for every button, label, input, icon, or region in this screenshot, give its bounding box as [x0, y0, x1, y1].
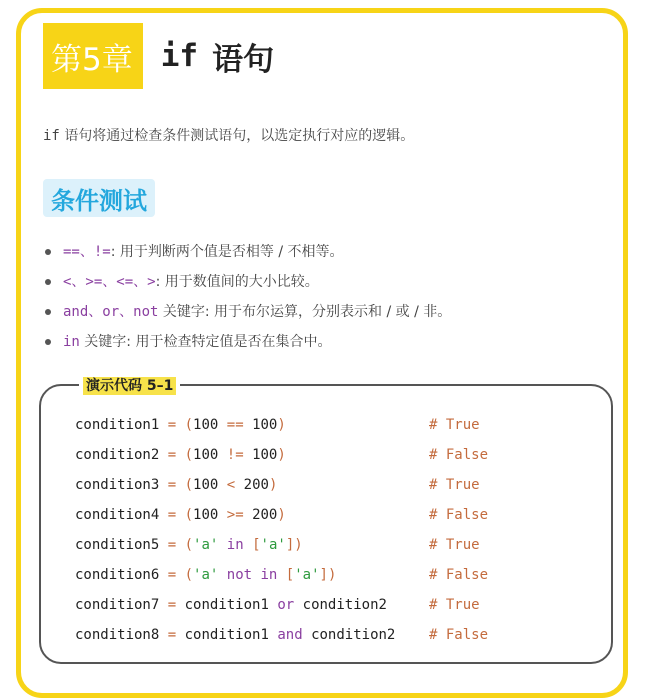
code-token-rp: ): [277, 507, 286, 523]
code-statement: [75, 410, 429, 440]
intro-paragraph: [43, 125, 414, 145]
code-space: [176, 567, 184, 583]
code-token-eq: =: [167, 567, 177, 583]
code-token-op: in: [226, 537, 244, 553]
code-token-op: or: [277, 597, 295, 613]
bullet-text: 关键字: 用于检查特定值是否在集合中。: [79, 334, 332, 350]
demo-code-label-text: 演示代码 5–1: [83, 377, 176, 395]
code-token-lp: (: [184, 567, 194, 583]
code-token-lp: (: [184, 507, 194, 523]
code-space: [303, 627, 311, 643]
code-token-a: condition1: [184, 627, 269, 643]
bullet-text: : 用于判断两个值是否相等 / 不相等。: [110, 244, 344, 260]
code-token-a: 100: [193, 417, 219, 433]
code-token-b: condition2: [302, 597, 387, 613]
code-space: [159, 447, 167, 463]
code-token-rp: ): [277, 447, 286, 463]
code-space: [294, 597, 302, 613]
code-token-rp: ): [294, 537, 303, 553]
code-token-a: 100: [193, 447, 219, 463]
code-space: [159, 627, 167, 643]
code-token-b: condition2: [311, 627, 396, 643]
code-space: [218, 477, 226, 493]
code-token-eq: =: [167, 447, 177, 463]
code-statement: [75, 500, 429, 530]
code-space: [244, 447, 252, 463]
code-space: [176, 417, 184, 433]
code-comment: # False: [429, 567, 489, 583]
demo-code-label: [79, 375, 180, 395]
code-token-op: !=: [226, 447, 244, 463]
code-comment: # True: [429, 537, 480, 553]
code-line: [75, 440, 488, 470]
code-token-a: 100: [193, 507, 219, 523]
code-comment: # True: [429, 477, 480, 493]
code-token-rp: ): [277, 417, 286, 433]
code-token-lp: (: [184, 447, 194, 463]
code-space: [176, 447, 184, 463]
code-statement: [75, 590, 429, 620]
code-token-eq: =: [167, 597, 177, 613]
code-line: [75, 500, 488, 530]
bullet-dot: [45, 339, 51, 345]
code-token-a: 100: [193, 477, 219, 493]
code-space: [176, 477, 184, 493]
code-token-b: 200: [252, 507, 278, 523]
code-statement: [75, 620, 429, 650]
bullet-list: [43, 237, 451, 357]
code-line: [75, 410, 488, 440]
code-token-var: condition7: [75, 597, 160, 613]
code-token-eq: =: [167, 417, 177, 433]
code-space: [176, 597, 184, 613]
code-token-op: ==: [226, 417, 244, 433]
bullet-item: [43, 327, 451, 357]
code-token-lp: (: [184, 537, 194, 553]
code-space: [244, 507, 252, 523]
code-space: [218, 537, 226, 553]
code-statement: [75, 560, 429, 590]
code-token-op: <: [226, 477, 236, 493]
bullet-code: ==、!=: [63, 244, 111, 260]
code-token-a: condition1: [184, 597, 269, 613]
code-token-var: condition6: [75, 567, 160, 583]
code-statement: [75, 440, 429, 470]
code-token-var: condition2: [75, 447, 160, 463]
bullet-code: in: [63, 334, 80, 350]
code-token-rp: ): [327, 567, 337, 583]
code-line: [75, 560, 488, 590]
code-space: [218, 567, 226, 583]
code-space: [277, 567, 285, 583]
code-line: [75, 620, 488, 650]
section-heading: 条件测试: [43, 179, 155, 217]
code-token-var: condition5: [75, 537, 160, 553]
code-comment: # False: [429, 507, 489, 523]
code-statement: [75, 470, 429, 500]
code-token-var: condition8: [75, 627, 160, 643]
code-comment: # True: [429, 417, 480, 433]
code-space: [218, 417, 226, 433]
code-token-eq: =: [167, 507, 177, 523]
code-line: [75, 590, 488, 620]
intro-keyword: if: [43, 128, 60, 144]
code-token-eq: =: [167, 477, 177, 493]
code-comment: # False: [429, 447, 489, 463]
bullet-code: and、or、not: [63, 304, 159, 320]
code-space: [176, 627, 184, 643]
bullet-item: [43, 297, 451, 327]
code-token-lp: (: [184, 477, 194, 493]
code-token-b: ['a']: [252, 537, 295, 553]
code-lines: [75, 410, 488, 650]
code-token-var: condition3: [75, 477, 160, 493]
bullet-dot: [45, 279, 51, 285]
code-token-var: condition4: [75, 507, 160, 523]
code-token-b: 200: [243, 477, 269, 493]
code-space: [159, 417, 167, 433]
chapter-badge: 第5章: [43, 23, 143, 89]
bullet-text: : 用于数值间的大小比较。: [155, 274, 319, 290]
code-token-eq: =: [167, 627, 177, 643]
code-token-op: >=: [226, 507, 244, 523]
code-token-eq: =: [167, 537, 177, 553]
code-space: [244, 537, 252, 553]
code-space: [218, 447, 226, 463]
code-line: [75, 470, 488, 500]
chapter-header: [43, 21, 274, 91]
code-token-lp: (: [184, 417, 194, 433]
code-token-a: 'a': [193, 537, 219, 553]
code-statement: [75, 530, 429, 560]
code-space: [159, 537, 167, 553]
bullet-text: 关键字: 用于布尔运算，分别表示和 / 或 / 非。: [158, 304, 452, 320]
chapter-card: [16, 8, 628, 698]
code-space: [159, 567, 167, 583]
code-comment: # False: [429, 627, 489, 643]
bullet-dot: [45, 249, 51, 255]
code-token-op: not in: [226, 567, 278, 583]
demo-code-box: [39, 378, 613, 664]
code-token-var: condition1: [75, 417, 160, 433]
code-token-op: and: [277, 627, 303, 643]
bullet-dot: [45, 309, 51, 315]
chapter-title-text: 语句: [212, 41, 275, 78]
code-token-b: 100: [252, 417, 278, 433]
code-space: [218, 507, 226, 523]
code-token-b: 100: [252, 447, 278, 463]
intro-text: 语句将通过检查条件测试语句，以选定执行对应的逻辑。: [64, 128, 415, 144]
code-line: [75, 530, 488, 560]
code-space: [159, 507, 167, 523]
chapter-title: [161, 34, 274, 79]
code-space: [176, 537, 184, 553]
code-token-a: 'a': [193, 567, 219, 583]
chapter-title-keyword: if: [160, 38, 199, 74]
bullet-code: <、>=、<=、>: [63, 274, 156, 290]
bullet-item: [43, 237, 451, 267]
code-token-rp: ): [268, 477, 278, 493]
code-space: [235, 477, 243, 493]
code-space: [159, 477, 167, 493]
code-token-b: ['a']: [285, 567, 328, 583]
bullet-item: [43, 267, 451, 297]
code-space: [244, 417, 252, 433]
code-space: [159, 597, 167, 613]
code-comment: # True: [429, 597, 480, 613]
code-space: [176, 507, 184, 523]
